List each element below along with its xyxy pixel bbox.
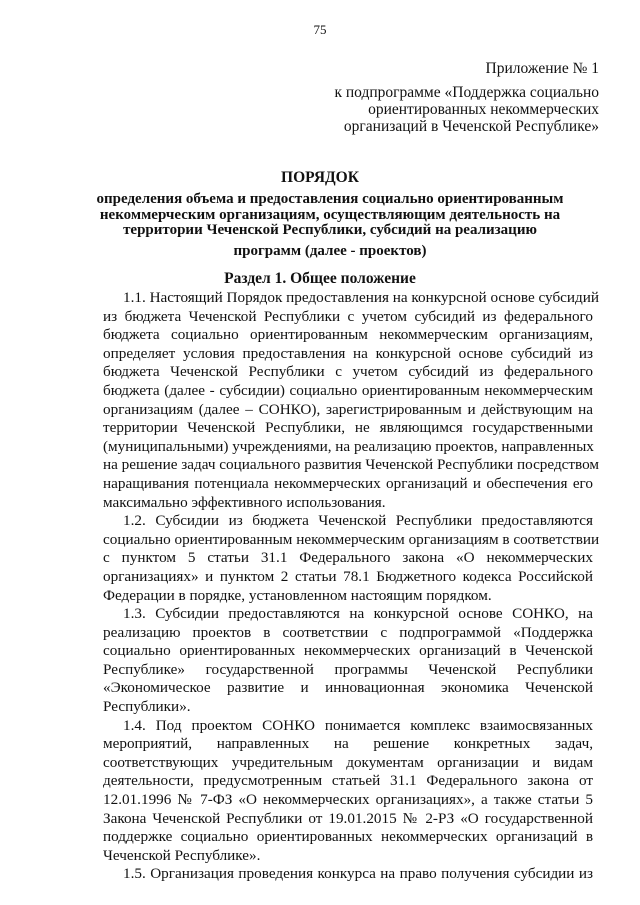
appendix-line: организаций в Чеченской Республике» xyxy=(343,118,599,135)
body-line: 1.3. Субсидии предоставляются на конкурсной основе СОНКО, на xyxy=(123,605,593,623)
body-line: максимально эффективного использования. xyxy=(103,493,386,511)
body-line: организациям (далее – СОНКО), зарегистрированным и действующим на xyxy=(103,400,593,418)
subtitle-line: программ (далее - проектов) xyxy=(233,242,427,259)
body-line: реализацию проектов в соответствии с подпрограммой «Поддержка xyxy=(103,623,593,641)
body-line: 12.01.1996 № 7-ФЗ «О некоммерческих организациях», а также статьи 5 xyxy=(103,791,593,809)
body-line: мероприятий, направленных на решение конкретных задач, xyxy=(103,735,593,753)
body-line: бюджета (далее - субсидии) социально ориентированным некоммерческим xyxy=(103,381,593,399)
body-line: 1.5. Организация проведения конкурса на право получения субсидии из xyxy=(123,865,593,883)
body-line: деятельности, предусмотренным статьей 31.1 Федерального закона от xyxy=(103,772,593,790)
body-line: «Экономическое развитие и инновационная экономика Чеченской xyxy=(103,679,593,697)
body-line: определяет условия предоставления на конкурсной основе субсидий из xyxy=(103,344,593,362)
section-heading: Раздел 1. Общее положение xyxy=(224,270,416,287)
body-line: бюджета социально ориентированным некоммерческим организациям, xyxy=(103,326,593,344)
body-line: соответствующих учредительным документам организации и видам xyxy=(103,753,593,771)
body-line: 1.4. Под проектом СОНКО понимается комплекс взаимосвязанных xyxy=(123,716,593,734)
appendix-block xyxy=(299,60,599,135)
document-subtitle xyxy=(60,192,600,259)
body-line: поддержке социально ориентированных некоммерческих организаций в xyxy=(103,828,593,846)
appendix-title: Приложение № 1 xyxy=(485,60,599,77)
body-line: 1.1. Настоящий Порядок предоставления на конкурсной основе субсидий xyxy=(123,289,600,306)
appendix-line: ориентированных некоммерческих xyxy=(368,101,599,118)
body-line: Федерации в порядке, установленном настоящим порядком. xyxy=(103,586,492,604)
page-number: 75 xyxy=(313,22,327,37)
body-line: (муниципальными) учреждениями, на реализацию проектов, направленных xyxy=(103,437,594,455)
body-line: организациях» и пунктом 2 статьи 78.1 Бюджетного кодекса Российской xyxy=(103,567,593,585)
body-line: Закона Чеченской Республики от 19.01.2015 № 2-РЗ «О государственной xyxy=(103,809,593,827)
appendix-line: к подпрограмме «Поддержка социально xyxy=(334,84,599,101)
body-line: наращивания потенциала некоммерческих организаций и обеспечения его xyxy=(103,474,593,492)
subtitle-line: определения объема и предоставления социально ориентированным xyxy=(96,191,564,207)
body-line: бюджета Чеченской Республики с учетом субсидий из федерального xyxy=(103,363,593,381)
body-line: Чеченской Республике». xyxy=(103,846,261,864)
body-line: из бюджета Чеченской Республики с учетом субсидий из федерального xyxy=(103,307,593,325)
subtitle-line: территории Чеченской Республики, субсидий на реализацию xyxy=(123,222,537,238)
body-line: территории Чеченской Республики, не являющимся государственными xyxy=(103,419,593,437)
body-line: социально ориентированных некоммерческих организаций в Чеченской xyxy=(103,642,593,660)
body-line: Республике» государственной программы Чеченской Республики xyxy=(103,660,593,678)
subtitle-line: некоммерческим организациям, осуществляющим деятельность на xyxy=(99,206,561,223)
body-text xyxy=(103,289,600,884)
body-line: социально ориентированным некоммерческим организациям в соответствии xyxy=(103,530,600,548)
body-line: с пунктом 5 статьи 31.1 Федерального закона «О некоммерческих xyxy=(103,549,593,567)
document-title: ПОРЯДОК xyxy=(281,169,359,186)
body-line: 1.2. Субсидии из бюджета Чеченской Республики предоставляются xyxy=(123,512,593,530)
body-line: на решение задач социального развития Чеченской Республики посредством xyxy=(103,456,600,474)
body-line: Республики». xyxy=(103,698,191,716)
